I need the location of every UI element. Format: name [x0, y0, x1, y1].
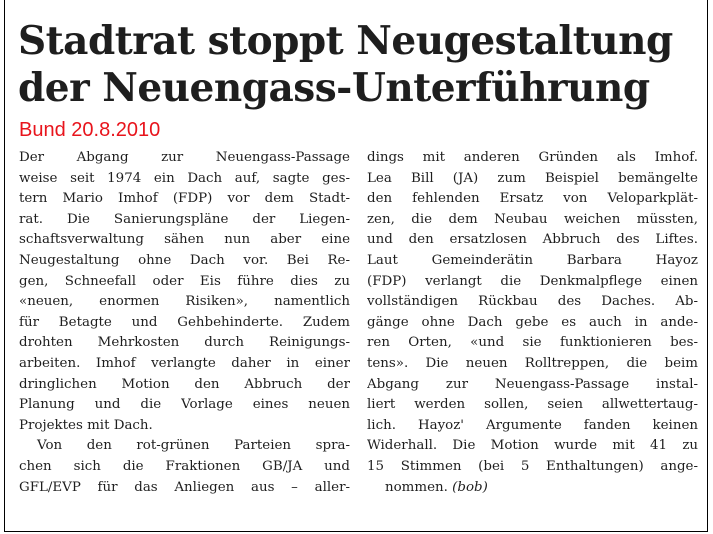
body-line: den fehlenden Ersatz von Veloparkplät- [367, 191, 698, 207]
article-column-left [19, 148, 350, 498]
source-label: Bund 20.8.2010 [19, 119, 161, 141]
body-line: gen, Schneefall oder Eis führe dies zu [19, 273, 350, 289]
body-line: liert werden sollen, seien allwettertaug- [367, 397, 698, 413]
body-line: 15 Stimmen (bei 5 Enthaltungen) ange- [367, 458, 698, 474]
body-line: Widerhall. Die Motion wurde mit 41 zu [367, 438, 698, 454]
body-line: dringlichen Motion den Abbruch der [19, 376, 350, 392]
body-line: lich. Hayoz' Argumente fanden keinen [367, 417, 698, 433]
body-line: drohten Mehrkosten durch Reinigungs- [19, 335, 350, 351]
article-headline [18, 18, 673, 112]
body-line-final [367, 478, 698, 499]
body-line: Projektes mit Dach. [19, 417, 153, 433]
body-line: Neugestaltung ohne Dach vor. Bei Re- [19, 252, 350, 268]
body-line: «neuen, enormen Risiken», namentlich [19, 294, 350, 310]
body-line: ren Orten, «und sie funktionieren bes- [367, 335, 698, 351]
body-line: tern Mario Imhof (FDP) vor dem Stadt- [19, 191, 350, 207]
body-line: rat. Die Sanierungspläne der Liegen- [19, 211, 350, 227]
closing-text: nommen. [385, 479, 448, 495]
body-line: (FDP) verlangt die Denkmalpflege einen [367, 273, 698, 289]
body-line: arbeiten. Imhof verlangte daher in einer [19, 355, 350, 371]
body-line: tens». Die neuen Rolltreppen, die beim [367, 355, 698, 371]
body-line: und den ersatzlosen Abbruch des Liftes. [367, 232, 698, 248]
body-line: Planung und die Vorlage eines neuen [19, 397, 350, 413]
headline-line-2: der Neuengass-Unterführung [18, 65, 650, 111]
body-line: vollständigen Rückbau des Daches. Ab- [367, 294, 698, 310]
body-line: weise seit 1974 ein Dach auf, sagte ges- [19, 170, 350, 186]
body-line: Laut Gemeinderätin Barbara Hayoz [367, 252, 698, 268]
body-line: GFL/EVP für das Anliegen aus – aller- [19, 479, 350, 495]
body-line: schaftsverwaltung sähen nun aber eine [19, 232, 350, 248]
body-line: gänge ohne Dach gebe es auch in ande- [367, 314, 698, 330]
body-line: chen sich die Fraktionen GB/JA und [19, 458, 350, 474]
body-line: zen, die dem Neubau weichen müssten, [367, 211, 698, 227]
body-line: Abgang zur Neuengass-Passage instal- [367, 376, 698, 392]
body-line: Der Abgang zur Neuengass-Passage [19, 150, 350, 165]
body-line: Lea Bill (JA) zum Beispiel bemängelte [367, 170, 698, 186]
body-line: Von den rot-grünen Parteien spra- [37, 438, 350, 454]
headline-line-1: Stadtrat stoppt Neugestaltung [18, 18, 673, 64]
body-line: dings mit anderen Gründen als Imhof. [367, 150, 698, 165]
body-line: für Betagte und Gehbehinderte. Zudem [19, 314, 350, 330]
article-column-right [367, 148, 698, 498]
author-signature: (bob) [452, 479, 488, 495]
